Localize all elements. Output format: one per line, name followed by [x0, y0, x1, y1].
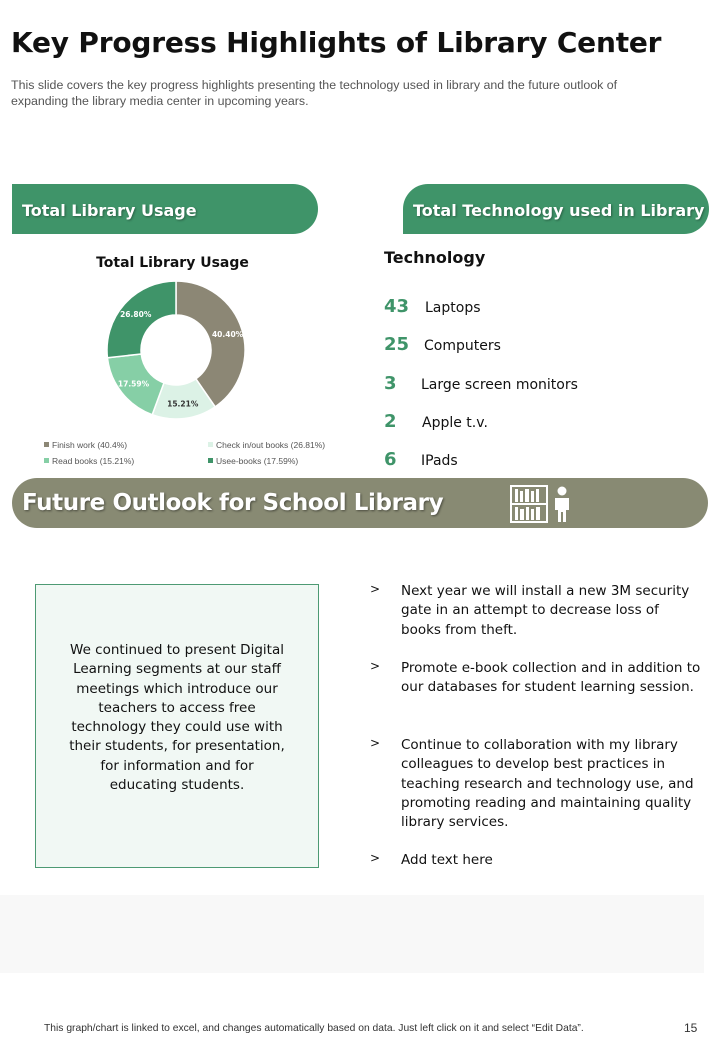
bullet-text: Next year we will install a new 3M security gate in an attempt to decrease loss of books from theft. — [401, 583, 690, 638]
tech-label: Computers — [424, 338, 501, 354]
legend-item-read-books — [44, 456, 134, 466]
legend-item-check-in-out — [208, 440, 325, 450]
usage-donut-svg[interactable] — [30, 252, 320, 437]
bullet-marker-icon: > — [370, 736, 381, 750]
technology-heading: Technology — [384, 248, 486, 267]
donut-data-label: 15.21% — [167, 399, 199, 409]
donut-data-label: 40.40% — [211, 329, 244, 339]
tech-count: 3 — [384, 373, 397, 394]
bullet-marker-icon: > — [370, 851, 381, 865]
legend-label: Read books (15.21%) — [52, 456, 135, 466]
donut-slice-usee-books[interactable] — [107, 281, 176, 358]
footer-note: This graph/chart is linked to excel, and changes automatically based on data. Just left click on it and select “Edit Data”. — [44, 1023, 584, 1034]
legend-swatch — [44, 442, 49, 447]
legend-item-usee-books — [208, 456, 298, 466]
tech-count: 6 — [384, 449, 397, 470]
legend-label: Usee-books (17.59%) — [216, 456, 299, 466]
page-title: Key Progress Highlights of Library Center — [11, 26, 662, 59]
usage-banner: Total Library Usage — [12, 184, 318, 234]
usage-chart[interactable] — [30, 252, 326, 477]
outlook-note-text: We continued to present Digital Learning segments at our staff meetings which introduce our teachers to access free technology they could use with their students, for presentation, for information and for educating students. — [69, 642, 285, 794]
tech-count: 25 — [384, 334, 410, 355]
library-bookshelf-icon — [509, 484, 581, 524]
donut-data-label: 17.59% — [117, 379, 150, 389]
tech-label: IPads — [421, 453, 458, 469]
bullet-marker-icon: > — [370, 582, 381, 596]
tech-count: 2 — [384, 411, 397, 432]
legend-item-finish-work — [44, 440, 127, 450]
tech-label: Laptops — [425, 300, 481, 316]
bullet-text: Add text here — [401, 852, 493, 868]
outlook-banner — [12, 478, 708, 528]
placeholder-band — [0, 895, 704, 973]
bullet-text: Continue to collaboration with my library colleagues to develop best practices in teaching research and technology use, and promoting reading and maintaining quality library services. — [401, 737, 694, 831]
tech-count: 43 — [384, 296, 410, 317]
donut-data-label: 26.80% — [120, 310, 152, 320]
legend-swatch — [208, 442, 213, 447]
page-subtitle: This slide covers the key progress highlights presenting the technology used in library and the future outlook of expanding the library media center in upcoming years. — [11, 78, 618, 108]
outlook-note-box — [35, 584, 319, 868]
chart-title: Total Library Usage — [96, 255, 249, 271]
technology-banner: Total Technology used in Library — [403, 184, 709, 234]
legend-swatch — [208, 458, 213, 463]
tech-label: Large screen monitors — [421, 377, 578, 393]
tech-label: Apple t.v. — [422, 415, 488, 431]
bullet-text: Promote e-book collection and in addition to our databases for student learning session. — [401, 660, 701, 696]
legend-label: Finish work (40.4%) — [52, 440, 128, 450]
outlook-title: Future Outlook for School Library — [22, 490, 444, 516]
legend-label: Check in/out books (26.81%) — [216, 440, 326, 450]
bullet-marker-icon: > — [370, 659, 381, 673]
legend-swatch — [44, 458, 49, 463]
page-number: 15 — [684, 1021, 698, 1035]
